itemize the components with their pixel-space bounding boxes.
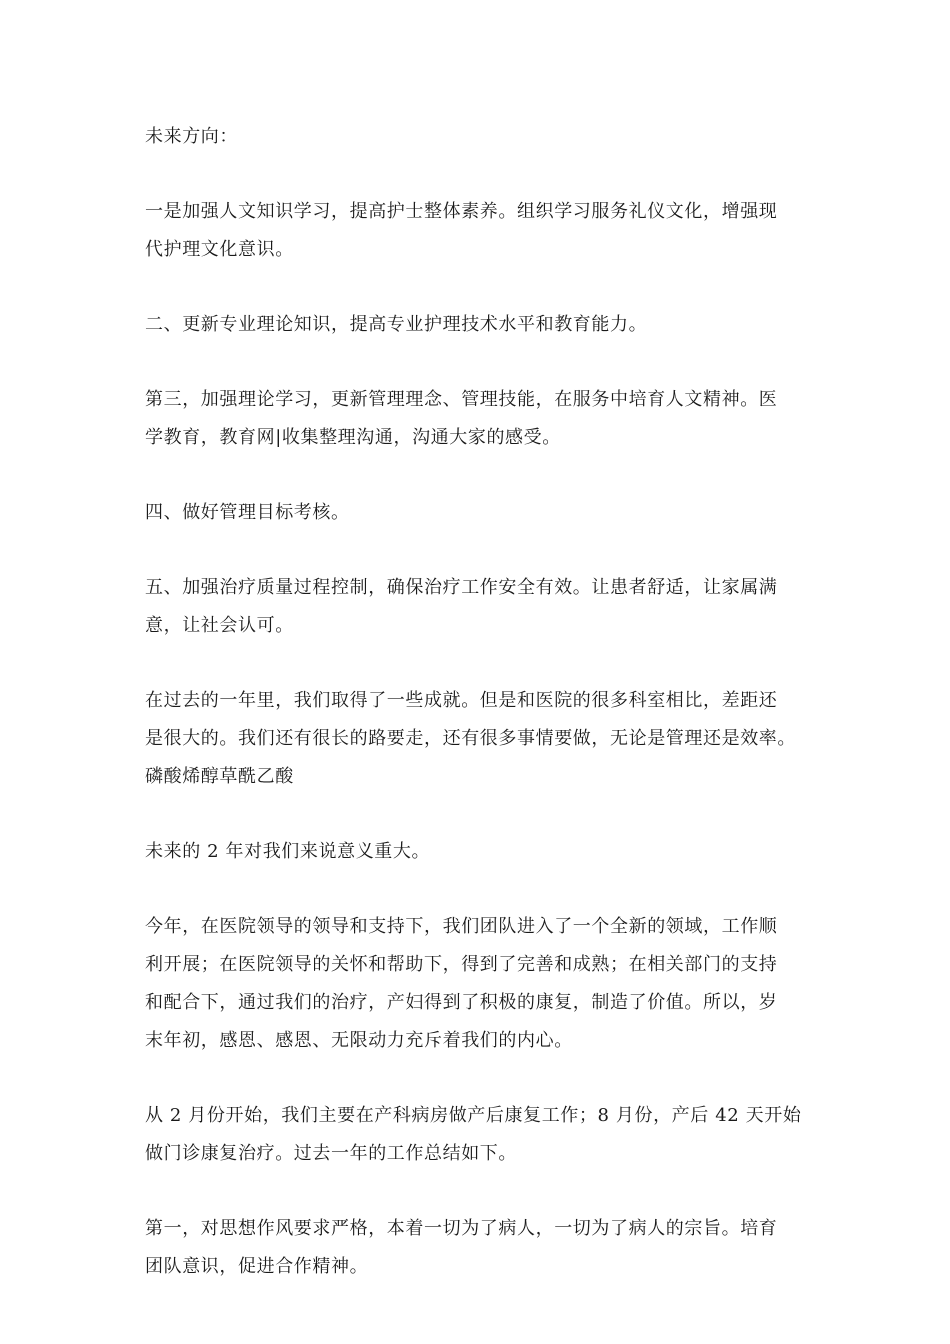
paragraph-line: 今年，在医院领导的领导和支持下，我们团队进入了一个全新的领域，工作顺 [145, 916, 778, 937]
paragraph-line: 是很大的。我们还有很长的路要走，还有很多事情要做，无论是管理还是效率。 [145, 728, 796, 749]
paragraph-line: 二、更新专业理论知识，提高专业护理技术水平和教育能力。 [145, 314, 648, 335]
paragraph-line: 第一，对思想作风要求严格，本着一切为了病人，一切为了病人的宗旨。培育 [145, 1218, 778, 1239]
paragraph [145, 306, 810, 344]
paragraph-line: 未来方向： [145, 126, 238, 147]
paragraph-line: 四、做好管理目标考核。 [145, 502, 350, 523]
paragraph-line: 团队意识，促进合作精神。 [145, 1256, 369, 1277]
paragraph-line: 未来的 2 年对我们来说意义重大。 [145, 841, 431, 862]
paragraph [145, 118, 810, 156]
paragraph [145, 193, 810, 269]
paragraph-line: 做门诊康复治疗。过去一年的工作总结如下。 [145, 1143, 517, 1164]
paragraph-line: 第三，加强理论学习，更新管理理念、管理技能，在服务中培育人文精神。医 [145, 389, 778, 410]
paragraph-line: 代护理文化意识。 [145, 239, 294, 260]
paragraph-line: 学教育，教育网|收集整理沟通，沟通大家的感受。 [145, 427, 561, 448]
paragraph [145, 494, 810, 532]
paragraph-line: 从 2 月份开始，我们主要在产科病房做产后康复工作；8 月份，产后 42 天开始 [145, 1105, 802, 1126]
paragraph [145, 833, 810, 871]
paragraph-line: 在过去的一年里，我们取得了一些成就。但是和医院的很多科室相比，差距还 [145, 690, 778, 711]
paragraph [145, 1097, 810, 1173]
paragraph-line: 磷酸烯醇草酰乙酸 [145, 766, 294, 787]
paragraph-line: 利开展；在医院领导的关怀和帮助下，得到了完善和成熟；在相关部门的支持 [145, 954, 778, 975]
paragraph [145, 381, 810, 457]
paragraph [145, 569, 810, 645]
document-body [145, 118, 810, 1286]
paragraph-line: 五、加强治疗质量过程控制，确保治疗工作安全有效。让患者舒适，让家属满 [145, 577, 778, 598]
paragraph-line: 一是加强人文知识学习，提高护士整体素养。组织学习服务礼仪文化，增强现 [145, 201, 778, 222]
paragraph [145, 682, 810, 796]
paragraph-line: 意，让社会认可。 [145, 615, 294, 636]
paragraph [145, 908, 810, 1060]
paragraph-line: 末年初，感恩、感恩、无限动力充斥着我们的内心。 [145, 1030, 573, 1051]
paragraph-line: 和配合下，通过我们的治疗，产妇得到了积极的康复，制造了价值。所以，岁 [145, 992, 778, 1013]
paragraph [145, 1210, 810, 1286]
